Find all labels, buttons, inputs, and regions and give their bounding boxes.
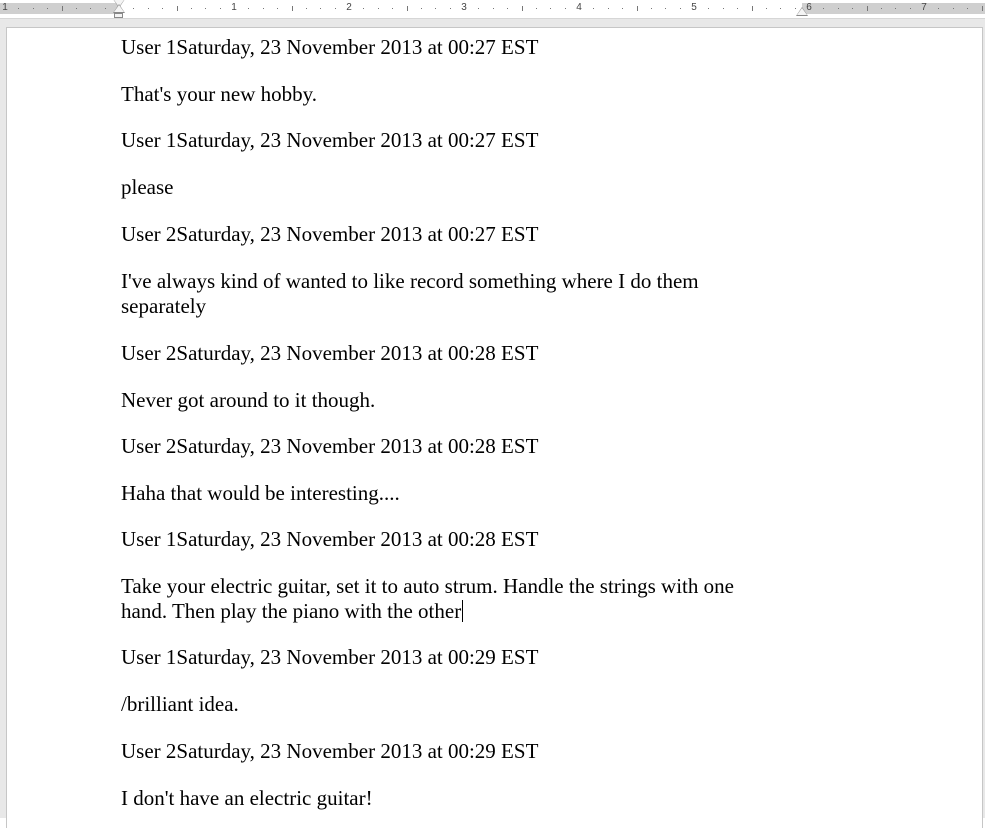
horizontal-ruler[interactable]: [0, 0, 985, 19]
message-text: please: [121, 175, 174, 199]
ruler-eighth-tick: [306, 8, 307, 9]
ruler-eighth-tick: [536, 8, 537, 9]
message-header: User 1Saturday, 23 November 2013 at 00:29 EST: [121, 645, 539, 669]
ruler-eighth-tick: [838, 8, 839, 9]
text-cursor: [462, 600, 463, 622]
message-text: Never got around to it though.: [121, 388, 376, 412]
message-header: User 2Saturday, 23 November 2013 at 00:29 EST: [121, 739, 539, 763]
message-header: User 2Saturday, 23 November 2013 at 00:28 EST: [121, 341, 539, 365]
message-header: User 2Saturday, 23 November 2013 at 00:27 EST: [121, 222, 539, 246]
document-body[interactable]: [121, 35, 771, 811]
ruler-eighth-tick: [320, 8, 321, 9]
ruler-eighth-tick: [191, 8, 192, 9]
ruler-eighth-tick: [550, 8, 551, 9]
ruler-eighth-tick: [852, 8, 853, 9]
ruler-number: 1: [231, 2, 237, 13]
ruler-eighth-tick: [133, 8, 134, 9]
message-header: User 1Saturday, 23 November 2013 at 00:28 EST: [121, 527, 539, 551]
ruler-half-inch-tick: [637, 6, 638, 11]
message-text: [121, 574, 771, 624]
left-indent-marker[interactable]: [114, 13, 123, 18]
ruler-eighth-tick: [565, 8, 566, 9]
ruler-eighth-tick: [277, 8, 278, 9]
ruler-half-inch-tick: [62, 6, 63, 11]
message-header: User 1Saturday, 23 November 2013 at 00:27 EST: [121, 35, 539, 59]
ruler-half-inch-tick: [407, 6, 408, 11]
ruler-eighth-tick: [18, 8, 19, 9]
ruler-eighth-tick: [105, 8, 106, 9]
ruler-number: 3: [461, 2, 467, 13]
ruler-number: 1: [2, 2, 8, 13]
ruler-eighth-tick: [378, 8, 379, 9]
hanging-indent-marker[interactable]: [114, 5, 124, 12]
ruler-eighth-tick: [708, 8, 709, 9]
ruler-eighth-tick: [33, 8, 34, 9]
ruler-eighth-tick: [76, 8, 77, 9]
right-indent-marker[interactable]: [797, 8, 807, 15]
message-text: I don't have an electric guitar!: [121, 786, 373, 810]
ruler-right-margin: [802, 3, 985, 14]
ruler-number: 4: [576, 2, 582, 13]
ruler-half-inch-tick: [867, 6, 868, 11]
ruler-eighth-tick: [435, 8, 436, 9]
ruler-eighth-tick: [953, 8, 954, 9]
ruler-eighth-tick: [766, 8, 767, 9]
ruler-eighth-tick: [421, 8, 422, 9]
ruler-eighth-tick: [665, 8, 666, 9]
ruler-half-inch-tick: [292, 6, 293, 11]
ruler-eighth-tick: [651, 8, 652, 9]
ruler-eighth-tick: [823, 8, 824, 9]
ruler-eighth-tick: [723, 8, 724, 9]
ruler-eighth-tick: [780, 8, 781, 9]
ruler-eighth-tick: [493, 8, 494, 9]
ruler-eighth-tick: [478, 8, 479, 9]
ruler-eighth-tick: [162, 8, 163, 9]
message-header: User 2Saturday, 23 November 2013 at 00:28 EST: [121, 434, 539, 458]
message-text: Haha that would be interesting....: [121, 481, 400, 505]
ruler-half-inch-tick: [752, 6, 753, 11]
ruler-eighth-tick: [392, 8, 393, 9]
ruler-eighth-tick: [608, 8, 609, 9]
ruler-eighth-tick: [220, 8, 221, 9]
ruler-eighth-tick: [881, 8, 882, 9]
document-page[interactable]: [6, 27, 983, 828]
ruler-eighth-tick: [967, 8, 968, 9]
ruler-eighth-tick: [248, 8, 249, 9]
ruler-half-inch-tick: [982, 6, 983, 11]
document-workspace: [0, 19, 985, 818]
ruler-eighth-tick: [680, 8, 681, 9]
ruler-eighth-tick: [47, 8, 48, 9]
ruler-half-inch-tick: [522, 6, 523, 11]
message-header: User 1Saturday, 23 November 2013 at 00:27 EST: [121, 128, 539, 152]
ruler-number: 6: [806, 2, 812, 13]
message-text: /brilliant idea.: [121, 692, 239, 716]
ruler-eighth-tick: [450, 8, 451, 9]
ruler-eighth-tick: [593, 8, 594, 9]
ruler-eighth-tick: [363, 8, 364, 9]
message-text-content: Take your electric guitar, set it to auto strum. Handle the strings with one hand. Then play the piano with the other: [121, 574, 740, 623]
ruler-eighth-tick: [507, 8, 508, 9]
message-text: That's your new hobby.: [121, 82, 318, 106]
ruler-eighth-tick: [205, 8, 206, 9]
ruler-eighth-tick: [910, 8, 911, 9]
ruler-eighth-tick: [737, 8, 738, 9]
ruler-eighth-tick: [90, 8, 91, 9]
message-text: I've always kind of wanted to like record something where I do them separately: [121, 269, 704, 318]
ruler-eighth-tick: [335, 8, 336, 9]
ruler-eighth-tick: [263, 8, 264, 9]
ruler-eighth-tick: [895, 8, 896, 9]
ruler-eighth-tick: [148, 8, 149, 9]
ruler-half-inch-tick: [177, 6, 178, 11]
ruler-number: 7: [921, 2, 927, 13]
ruler-number: 5: [691, 2, 697, 13]
ruler-eighth-tick: [938, 8, 939, 9]
ruler-eighth-tick: [622, 8, 623, 9]
ruler-number: 2: [346, 2, 352, 13]
